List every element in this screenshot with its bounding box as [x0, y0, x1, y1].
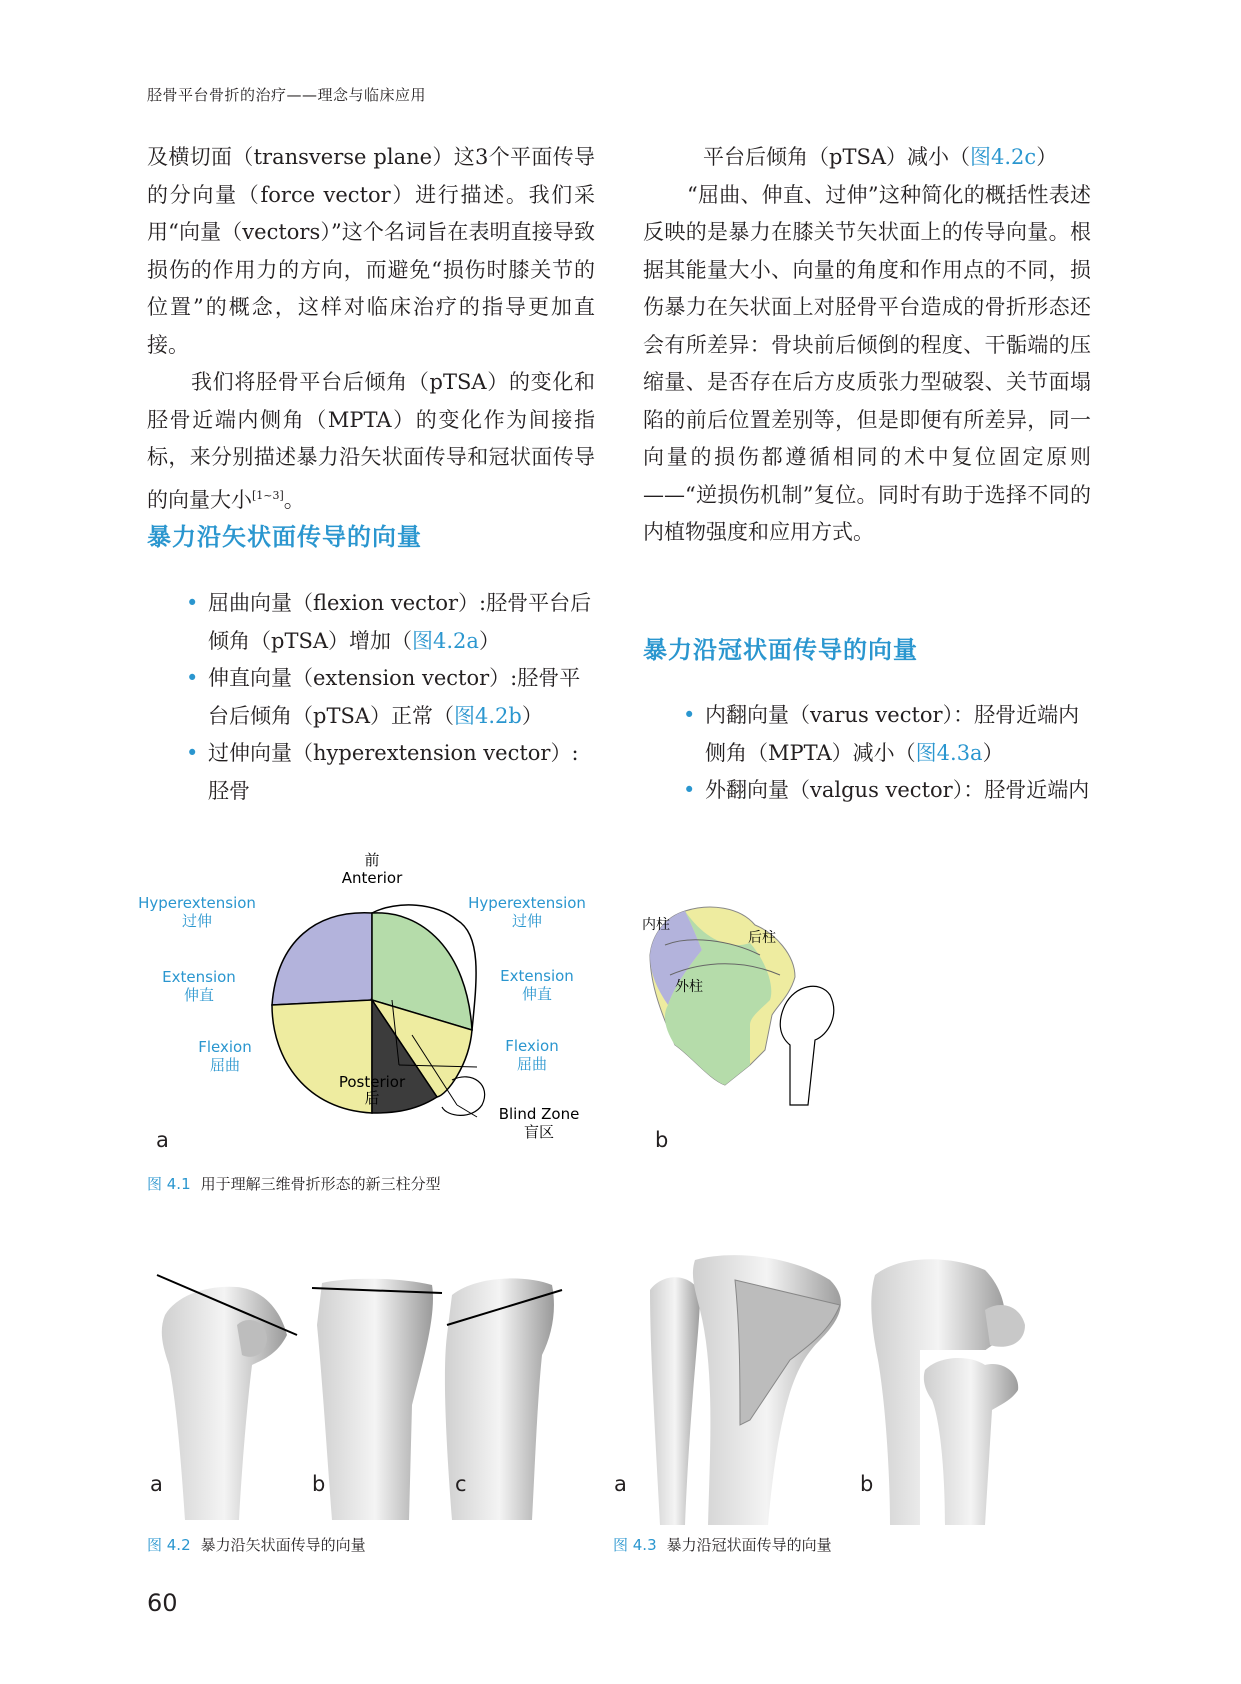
- left-paragraph-2: [147, 364, 595, 519]
- label-posterior-en: Posterior: [338, 1073, 406, 1091]
- section-heading-coronal: 暴力沿冠状面传导的向量: [643, 636, 918, 664]
- fracture-fragment-render-a: [735, 1280, 840, 1425]
- fibula-head-render-b: [985, 1305, 1025, 1347]
- bullet-text: 外翻向量（valgus vector）：胫骨近端内: [705, 778, 1090, 802]
- label-ext-right-cn: 伸直: [521, 985, 553, 1003]
- figure-ref-4-2a[interactable]: 图4.2a: [412, 628, 479, 653]
- bullet-dot-icon: •: [186, 666, 199, 690]
- caption-text: 暴力沿矢状面传导的向量: [200, 1536, 366, 1554]
- bullet-text: 过伸向量（hyperextension vector）:胫骨: [208, 741, 579, 803]
- label-lateral-column: 外柱: [675, 979, 703, 995]
- fig-4-3-letter-b: b: [860, 1472, 874, 1496]
- figure-4-2-renders: [147, 1255, 597, 1520]
- label-hyperext-right-en: Hyperextension: [468, 894, 586, 912]
- bullet-end: ）: [521, 703, 543, 728]
- bullet-dot-icon: •: [186, 741, 199, 765]
- label-flex-left-cn: 屈曲: [209, 1056, 241, 1074]
- paragraph-0-text: 平台后倾角（pTSA）减小（: [703, 145, 971, 169]
- figure-4-1a-diagram: [138, 851, 607, 1165]
- label-medial-column: 内柱: [642, 917, 670, 933]
- bullet-dot-icon: •: [186, 591, 199, 615]
- figure-4-2-caption: [147, 1534, 366, 1555]
- medial-column-region: [272, 913, 372, 1005]
- caption-number: 图 4.1: [147, 1175, 191, 1193]
- fig-4-2-letter-b: b: [312, 1472, 326, 1496]
- paragraph-2-text: 我们将胫骨平台后倾角（pTSA）的变化和胫骨近端内侧角（MPTA）的变化作为间接指标，来分别描述暴力沿矢状面传导和冠状面传导的向量大小: [147, 370, 595, 512]
- section-heading-sagittal: 暴力沿矢状面传导的向量: [147, 523, 422, 551]
- caption-number: 图 4.2: [147, 1536, 191, 1554]
- posteromedial-region: [272, 1000, 372, 1113]
- label-ext-left-en: Extension: [162, 968, 236, 986]
- figure-4-1-caption: [147, 1173, 441, 1194]
- label-hyperext-left-en: Hyperextension: [138, 894, 256, 912]
- label-flex-left-en: Flexion: [198, 1038, 252, 1056]
- running-head: 胫骨平台骨折的治疗——理念与临床应用: [147, 86, 427, 104]
- bullet-text: 屈曲向量（flexion vector）:胫骨平台后倾角（pTSA）增加（: [208, 591, 592, 653]
- fig-4-1-panel-b-letter: b: [655, 1128, 669, 1152]
- figure-ref-4-2c[interactable]: 图4.2c: [970, 145, 1037, 169]
- bullet-dot-icon: •: [683, 703, 696, 727]
- bone-render-b: [317, 1279, 433, 1520]
- fibula-render-a: [650, 1277, 700, 1525]
- caption-text: 暴力沿冠状面传导的向量: [666, 1536, 832, 1554]
- left-paragraph-1: 及横切面（transverse plane）这3个平面传导的分向量（force vector）进行描述。我们采用“向量（vectors）”这个名词旨在表明直接导致损伤的作用力的方向，而避免“损伤时膝关节的位置”的概念，这样对临床治疗的指导更加直接。: [147, 145, 595, 357]
- caption-text: 用于理解三维骨折形态的新三柱分型: [200, 1175, 441, 1193]
- label-posterior-cn: 后: [364, 1089, 380, 1107]
- bullet-text: 内翻向量（varus vector）：胫骨近端内侧角（MPTA）减小（: [705, 703, 1080, 765]
- fig-4-1-panel-a-letter: a: [156, 1128, 169, 1152]
- right-paragraph-1: “屈曲、伸直、过伸”这种简化的概括性表述反映的是暴力在膝关节矢状面上的传导向量。根据其能量大小、向量的角度和作用点的不同，损伤暴力在矢状面上对胫骨平台造成的骨折形态还会有所差异：骨块前后倾倒的程度、干骺端的压缩量、是否存在后方皮质张力型破裂、关节面塌陷的前后位置差别等，但是即便有所差异，同一向量的损伤都遵循相同的术中复位固定原则——“逆损伤机制”复位。同时有助于选择不同的内植物强度和应用方式。: [643, 182, 1091, 544]
- bullet-end: ）: [982, 740, 1004, 765]
- right-paragraph-0: [643, 139, 1091, 177]
- bullet-flexion: [186, 585, 596, 660]
- sagittal-bullet-list: [186, 585, 596, 810]
- label-anterior-cn: 前: [364, 851, 380, 869]
- figure-ref-4-3a[interactable]: 图4.3a: [915, 740, 983, 765]
- left-column: [147, 139, 595, 519]
- caption-number: 图 4.3: [613, 1536, 657, 1554]
- page-number: 60: [147, 1589, 178, 1617]
- figure-4-1b-diagram: [642, 905, 920, 1105]
- bullet-varus: [683, 697, 1093, 772]
- label-ext-right-en: Extension: [500, 967, 574, 985]
- right-column: [643, 139, 1091, 552]
- figure-4-3-caption: [613, 1534, 832, 1555]
- label-hyperext-left-cn: 过伸: [181, 912, 213, 930]
- fig-4-2-letter-a: a: [150, 1472, 163, 1496]
- fig-4-2-letter-c: c: [455, 1472, 467, 1496]
- bullet-end: ）: [478, 628, 500, 653]
- label-blind-zone-en: Blind Zone: [498, 1105, 580, 1123]
- bullet-text: 伸直向量（extension vector）:胫骨平台后倾角（pTSA）正常（: [208, 666, 581, 728]
- coronal-bullet-list: [683, 697, 1093, 810]
- label-flex-right-en: Flexion: [505, 1037, 559, 1055]
- label-flex-right-cn: 屈曲: [516, 1055, 548, 1073]
- bullet-hyperextension: [186, 735, 596, 810]
- fig-4-3-letter-a: a: [614, 1472, 627, 1496]
- bullet-extension: [186, 660, 596, 735]
- label-hyperext-right-cn: 过伸: [511, 912, 543, 930]
- label-ext-left-cn: 伸直: [183, 986, 215, 1004]
- citation-ref[interactable]: [1~3]: [252, 488, 284, 502]
- label-posterior-column: 后柱: [748, 930, 776, 946]
- paragraph-0-end: ）: [1036, 145, 1058, 169]
- fibula-outline: [780, 986, 833, 1105]
- figure-ref-4-2b[interactable]: 图4.2b: [454, 703, 522, 728]
- paragraph-2-end: 。: [283, 487, 305, 512]
- label-blind-zone-cn: 盲区: [523, 1123, 555, 1141]
- bullet-valgus: [683, 772, 1093, 810]
- bullet-dot-icon: •: [683, 778, 696, 802]
- label-anterior-en: Anterior: [341, 869, 403, 887]
